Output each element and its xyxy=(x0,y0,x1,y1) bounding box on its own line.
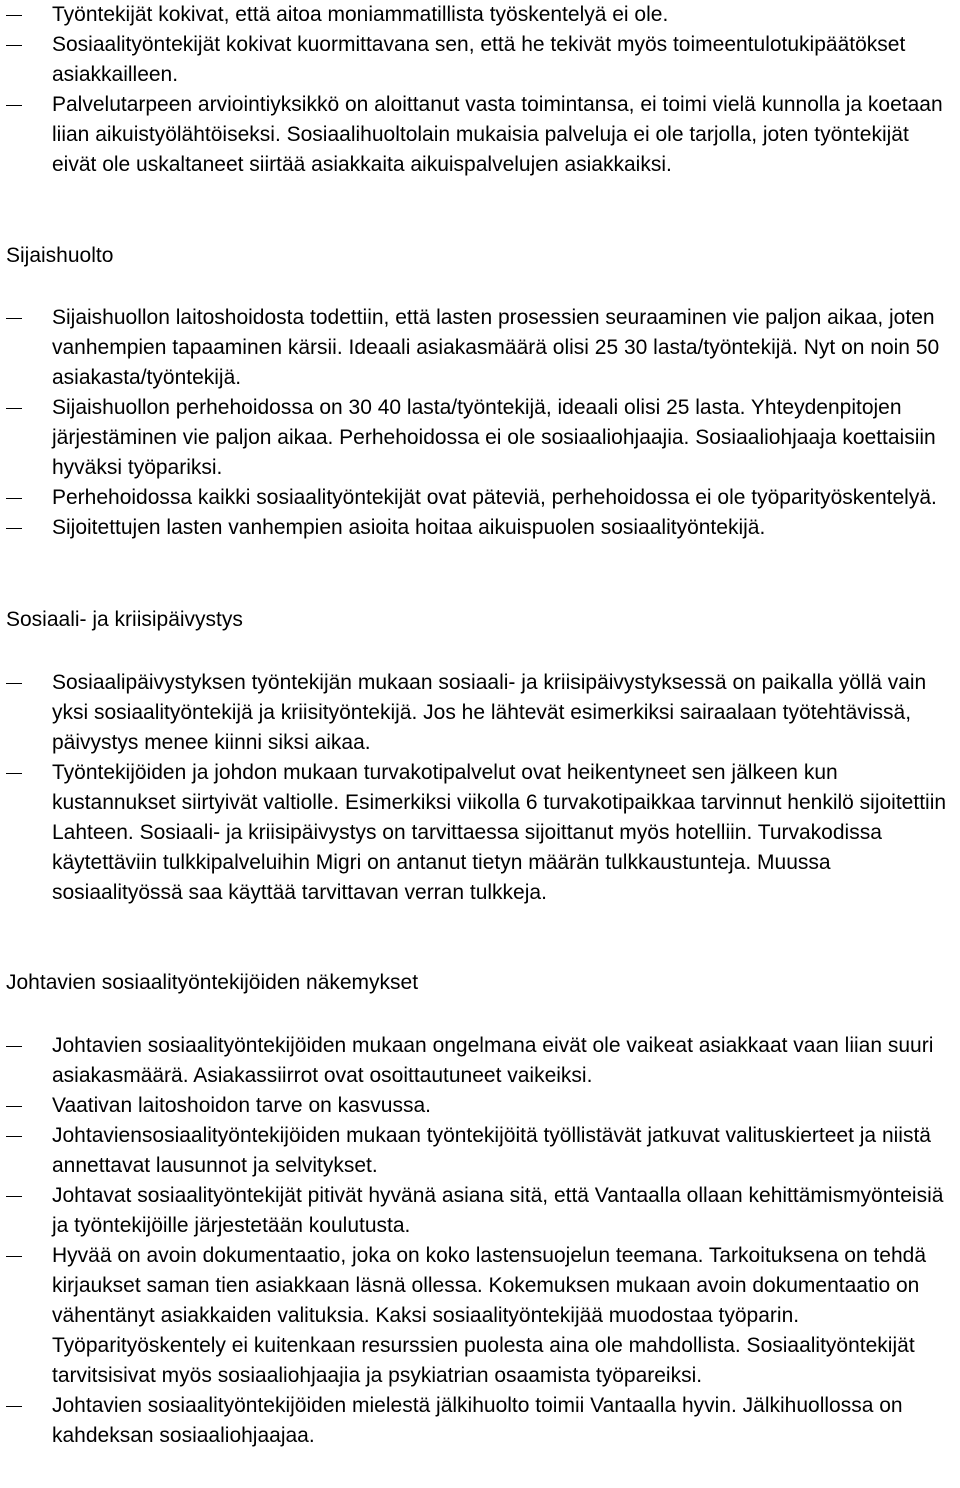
dash-bullet-icon xyxy=(6,498,22,499)
section-heading: Sijaishuolto xyxy=(6,244,114,267)
list-item: Sijaishuollon laitoshoidosta todettiin, että lasten prosessien seuraaminen vie paljon aikaa, joten vanhempien tapaaminen kärsii. Ideaali asiakasmäärä olisi 25 30 lasta/työntekijä. Nyt on noin 50 asiakasta/työntekijä. xyxy=(0,303,960,393)
bullet-list-sijaishuolto xyxy=(0,303,960,543)
dash-bullet-icon xyxy=(6,1136,22,1137)
list-item: Johtavien sosiaalityöntekijöiden mielestä jälkihuolto toimii Vantaalla hyvin. Jälkihuollossa on kahdeksan sosiaaliohjaajaa. xyxy=(0,1391,960,1451)
bullet-list-paivystys xyxy=(0,668,960,908)
dash-bullet-icon xyxy=(6,1406,22,1407)
list-item: Johtavien sosiaalityöntekijöiden mukaan ongelmana eivät ole vaikeat asiakkaat vaan liian suuri asiakasmäärä. Asiakassiirrot ovat osoittautuneet vaikeiksi. xyxy=(0,1031,960,1091)
list-item: Palvelutarpeen arviointiyksikkö on aloittanut vasta toimintansa, ei toimi vielä kunnolla ja koetaan liian aikuistyölähtöiseksi. Sosiaalihuoltolain mukaisia palveluja ei ole tarjolla, joten työntekijät eivät ole uskaltaneet siirtää asiakkaita aikuispalvelujen asiakkaiksi. xyxy=(0,90,960,180)
list-item: Työntekijöiden ja johdon mukaan turvakotipalvelut ovat heikentyneet sen jälkeen kun kustannukset siirtyivät valtiolle. Esimerkiksi viikolla 6 turvakotipaikkaa tarvinnut henkilö sijoitettiin Lahteen. Sosiaali- ja kriisipäivystys on tarvittaessa sijoittanut myös hotelliin. Turvakodissa käytettäviin tulkkipalveluihin Migri on antanut tietyn määrän tulkkaustunteja. Muussa sosiaalityössä saa käyttää tarvittavan verran tulkkeja. xyxy=(0,758,960,908)
dash-bullet-icon xyxy=(6,1256,22,1257)
dash-bullet-icon xyxy=(6,683,22,684)
list-item: Sosiaalipäivystyksen työntekijän mukaan sosiaali- ja kriisipäivystyksessä on paikalla yöllä vain yksi sosiaalityöntekijä ja kriisityöntekijä. Jos he lähtevät esimerkiksi sairaalaan työtehtävissä, päivystys menee kiinni siksi aikaa. xyxy=(0,668,960,758)
list-item: Vaativan laitoshoidon tarve on kasvussa. xyxy=(0,1091,960,1121)
list-item: Johtavat sosiaalityöntekijät pitivät hyvänä asiana sitä, että Vantaalla ollaan kehittämismyönteisiä ja työntekijöille järjestetään koulutusta. xyxy=(0,1181,960,1241)
list-item: Sosiaalityöntekijät kokivat kuormittavana sen, että he tekivät myös toimeentulotukipäätökset asiakkailleen. xyxy=(0,30,960,90)
dash-bullet-icon xyxy=(6,1046,22,1047)
section-heading: Sosiaali- ja kriisipäivystys xyxy=(6,608,243,631)
dash-bullet-icon xyxy=(6,1106,22,1107)
dash-bullet-icon xyxy=(6,773,22,774)
list-item: Sijoitettujen lasten vanhempien asioita hoitaa aikuispuolen sosiaalityöntekijä. xyxy=(0,513,960,543)
dash-bullet-icon xyxy=(6,318,22,319)
dash-bullet-icon xyxy=(6,45,22,46)
list-item: Hyvää on avoin dokumentaatio, joka on koko lastensuojelun teemana. Tarkoituksena on tehdä kirjaukset saman tien asiakkaan läsnä ollessa. Kokemuksen mukaan avoin dokumentaatio on vähentänyt asiakkaiden valituksia. Kaksi sosiaalityöntekijää muodostaa työparin. Työparityöskentely ei kuitenkaan resurssien puolesta aina ole mahdollista. Sosiaalityöntekijät tarvitsisivat myös sosiaaliohjaajia ja psykiatrian osaamista työpareiksi. xyxy=(0,1241,960,1391)
dash-bullet-icon xyxy=(6,408,22,409)
list-item: Perhehoidossa kaikki sosiaalityöntekijät ovat päteviä, perhehoidossa ei ole työparityöskentelyä. xyxy=(0,483,960,513)
dash-bullet-icon xyxy=(6,1196,22,1197)
bullet-list-johtavat xyxy=(0,1031,960,1451)
list-item: Työntekijät kokivat, että aitoa moniammatillista työskentelyä ei ole. xyxy=(0,0,960,30)
list-item: Sijaishuollon perhehoidossa on 30 40 lasta/työntekijä, ideaali olisi 25 lasta. Yhteydenpitojen järjestäminen vie paljon aikaa. Perhehoidossa ei ole sosiaaliohjaajia. Sosiaaliohjaaja koettaisiin hyväksi työpariksi. xyxy=(0,393,960,483)
dash-bullet-icon xyxy=(6,528,22,529)
bullet-list-intro xyxy=(0,0,960,180)
list-item: Johtaviensosiaalityöntekijöiden mukaan työntekijöitä työllistävät jatkuvat valituskierteet ja niistä annettavat lausunnot ja selvitykset. xyxy=(0,1121,960,1181)
dash-bullet-icon xyxy=(6,15,22,16)
dash-bullet-icon xyxy=(6,105,22,106)
section-heading: Johtavien sosiaalityöntekijöiden näkemykset xyxy=(6,971,419,994)
